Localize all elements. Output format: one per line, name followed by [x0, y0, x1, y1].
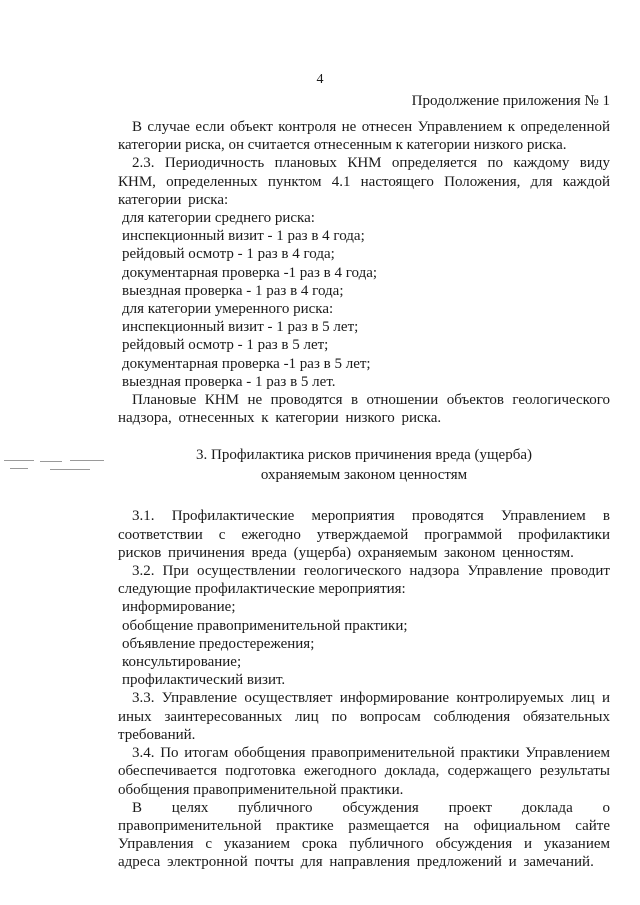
medium-risk-title: для категории среднего риска: [122, 210, 315, 227]
list-item: выездная проверка - 1 раз в 5 лет. [122, 373, 336, 390]
paragraph-3-2: 3.2. При осуществлении геологического надзора Управление проводит следующие профилактические мероприятия: [118, 563, 610, 598]
appendix-continuation-note: Продолжение приложения № 1 [411, 93, 610, 109]
section-3-heading [118, 445, 610, 485]
page-number: 4 [316, 72, 324, 87]
paragraph-public-discussion: В целях публичного обсуждения проект доклада о правоприменительной практике размещается на официальном сайте Управления с указанием срока публичного обсуждения и указанием адреса электронной почты для направления предложений и замечаний. [118, 799, 610, 871]
margin-scan-marks [0, 458, 110, 472]
list-item: рейдовый осмотр - 1 раз в 4 года; [122, 246, 335, 263]
list-item: обобщение правоприменительной практики; [122, 617, 408, 634]
list-item: документарная проверка -1 раз в 4 года; [122, 264, 378, 281]
list-item: рейдовый осмотр - 1 раз в 5 лет; [122, 337, 329, 354]
moderate-risk-title: для категории умеренного риска: [122, 301, 334, 318]
paragraph-3-1: 3.1. Профилактические мероприятия проводятся Управлением в соответствии с ежегодно утверждаемой программой профилактики рисков причинения вреда (ущерба) охраняемым законом ценностям. [118, 508, 610, 561]
list-item: консультирование; [122, 654, 242, 671]
paragraph-3-4: 3.4. По итогам обобщения правоприменительной практики Управлением обеспечивается подготовка ежегодного доклада, содержащего результаты обобщения правоприменительной практики. [118, 745, 610, 798]
paragraph-3-3: 3.3. Управление осуществляет информирование контролируемых лиц и иных заинтересованных лиц по вопросам соблюдения обязательных требований. [118, 690, 610, 743]
paragraph-low-risk-exclusion: Плановые КНМ не проводятся в отношении объектов геологического надзора, отнесенных к категории низкого риска. [118, 392, 610, 427]
list-item: профилактический визит. [122, 672, 286, 689]
list-item: выездная проверка - 1 раз в 4 года; [122, 282, 344, 299]
document-body [118, 118, 610, 872]
list-item: документарная проверка -1 раз в 5 лет; [122, 355, 371, 372]
section-3-heading-line-2: охраняемым законом ценностям [260, 467, 468, 484]
paragraph-unassigned-category: В случае если объект контроля не отнесен Управлением к определенной категории риска, он считается отнесенным к категории низкого риска. [118, 119, 610, 154]
section-3-heading-line-1: 3. Профилактика рисков причинения вреда (ущерба) [196, 447, 532, 464]
list-item: объявление предостережения; [122, 635, 315, 652]
list-item: информирование; [122, 599, 236, 616]
list-item: инспекционный визит - 1 раз в 5 лет; [122, 319, 359, 336]
list-item: инспекционный визит - 1 раз в 4 года; [122, 228, 365, 245]
paragraph-2-3-periodicity: 2.3. Периодичность плановых КНМ определяется по каждому виду КНМ, определенных пунктом 4.1 настоящего Положения, для каждой категории риска: [118, 155, 610, 208]
